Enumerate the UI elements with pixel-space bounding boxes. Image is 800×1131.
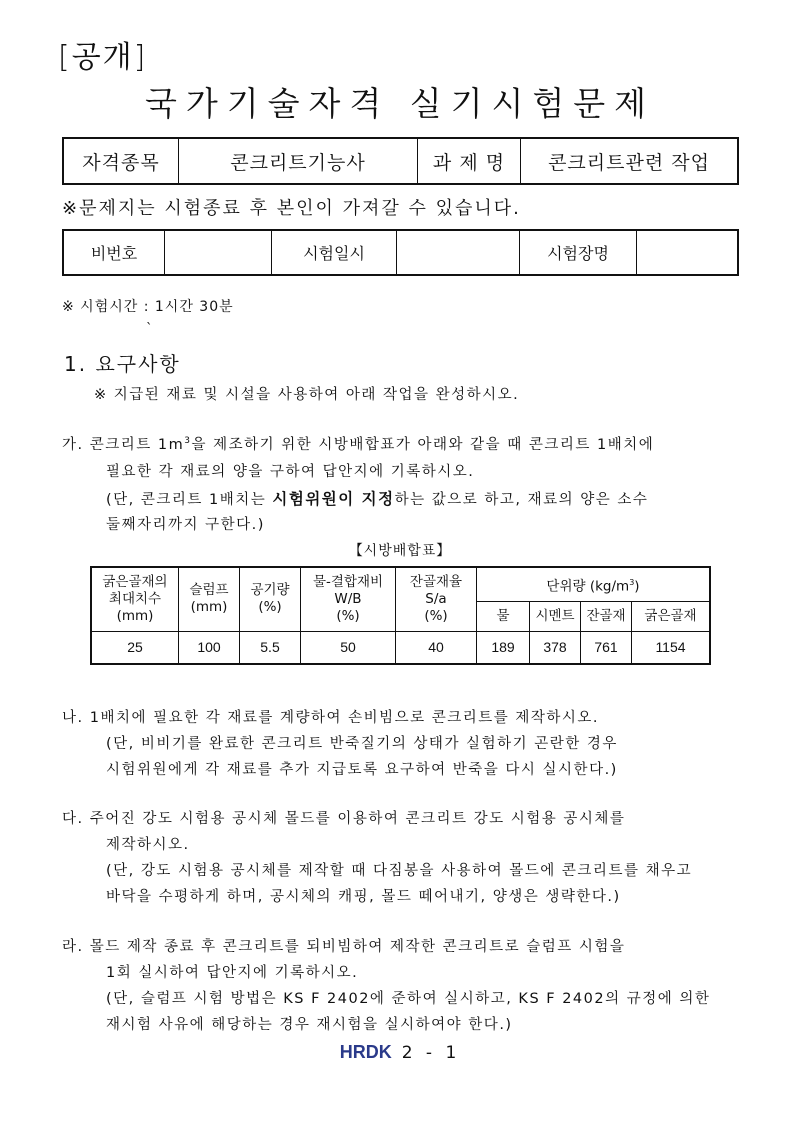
item-ga-emphasis: 시험위원이 지정 xyxy=(272,490,395,508)
stray-mark: ˋ xyxy=(146,322,153,337)
hrdk-logo: HRDK xyxy=(339,1042,392,1062)
mix-value-wb: 50 xyxy=(301,631,396,664)
secret-number-label: 비번호 xyxy=(63,230,165,275)
item-ga-line-2: 필요한 각 재료의 양을 구하여 답안지에 기록하시오. xyxy=(106,464,475,480)
mix-value-slump: 100 xyxy=(179,631,240,664)
mix-header-unit xyxy=(477,567,711,601)
mix-table-title: 【시방배합표】 xyxy=(348,543,452,559)
mix-value-cement: 378 xyxy=(530,631,581,664)
qualification-label: 자격종목 xyxy=(63,138,179,184)
item-na-line-3: 시험위원에게 각 재료를 추가 지급토록 요구하여 반죽을 다시 실시한다.) xyxy=(106,762,618,778)
candidate-id-table xyxy=(62,229,739,276)
mix-header-slump-1: 슬럼프 xyxy=(189,582,229,599)
item-da-line-2: 제작하시오. xyxy=(106,837,190,853)
item-da-line-1: 다. 주어진 강도 시험용 공시체 몰드를 이용하여 콘크리트 강도 시험용 공시체를 xyxy=(62,811,626,827)
exam-date-field xyxy=(397,230,520,275)
mix-header-wb-2: W/B xyxy=(334,590,362,607)
mix-value-gmax: 25 xyxy=(91,631,179,664)
notice-text: ※문제지는 시험종료 후 본인이 가져갈 수 있습니다. xyxy=(62,198,521,219)
item-ga-line-3-a: (단, 콘크리트 1배치는 xyxy=(106,492,273,508)
section-heading: 1. 요구사항 xyxy=(64,352,181,376)
mix-header-wb-3: (%) xyxy=(336,607,360,624)
mix-header-wb xyxy=(301,567,396,631)
mix-value-sa: 40 xyxy=(396,631,477,664)
mix-header-sa xyxy=(396,567,477,631)
item-ga-line-1-b: 을 제조하기 위한 시방배합표가 아래와 같을 때 콘크리트 1배치에 xyxy=(191,437,655,453)
item-ga-line-3-c: 하는 값으로 하고, 재료의 양은 소수 xyxy=(394,492,649,508)
exam-place-label: 시험장명 xyxy=(520,230,637,275)
mix-header-unit-b: ) xyxy=(634,578,640,594)
mix-header-slump xyxy=(179,567,240,631)
item-da-line-3: (단, 강도 시험용 공시체를 제작할 때 다짐봉을 사용하여 몰드에 콘크리트를 채우고 xyxy=(106,863,693,879)
mix-header-air-2: (%) xyxy=(258,599,282,616)
item-ga-line-1-a: 가. 콘크리트 1m xyxy=(62,437,185,453)
task-label: 과 제 명 xyxy=(418,138,521,184)
item-ra-line-1: 라. 몰드 제작 종료 후 콘크리트를 되비빔하여 제작한 콘크리트로 슬럼프 시험을 xyxy=(62,939,626,955)
exam-date-label: 시험일시 xyxy=(272,230,397,275)
mix-header-gmax-2: 최대치수 xyxy=(108,590,162,607)
mix-value-air: 5.5 xyxy=(240,631,301,664)
mix-header-cement: 시멘트 xyxy=(530,601,581,631)
mix-header-gmax-1: 굵은골재의 xyxy=(102,573,168,590)
mix-header-coarse: 굵은골재 xyxy=(632,601,711,631)
item-ra-line-4: 재시험 사유에 해당하는 경우 재시험을 실시하여야 한다.) xyxy=(106,1017,513,1033)
mix-header-wb-1: 물-결합재비 xyxy=(312,573,384,590)
mix-value-coarse: 1154 xyxy=(632,631,711,664)
mix-header-sa-3: (%) xyxy=(424,607,448,624)
item-ra-line-2: 1회 실시하여 답안지에 기록하시오. xyxy=(106,965,359,981)
section-intro: ※ 지급된 재료 및 시설을 사용하여 아래 작업을 완성하시오. xyxy=(94,387,520,403)
item-ra-line-3: (단, 슬럼프 시험 방법은 KS F 2402에 준하여 실시하고, KS F 2402의 규정에 의한 xyxy=(106,991,711,1007)
mix-value-fine: 761 xyxy=(581,631,632,664)
exam-time: ※ 시험시간 : 1시간 30분 xyxy=(62,299,234,315)
mix-header-gmax xyxy=(91,567,179,631)
item-da-line-4: 바닥을 수평하게 하며, 공시체의 캐핑, 몰드 떼어내기, 양생은 생략한다.) xyxy=(106,889,621,905)
item-ga-line-4: 둘째자리까지 구한다.) xyxy=(106,517,265,533)
mix-value-water: 189 xyxy=(477,631,530,664)
cubic-superscript: 3 xyxy=(184,436,192,447)
mix-header-fine: 잔골재 xyxy=(581,601,632,631)
mix-header-slump-2: (mm) xyxy=(190,599,228,616)
public-tag: [공개] xyxy=(58,40,148,75)
page-title: 국가기술자격 실기시험문제 xyxy=(144,84,656,123)
mix-header-unit-sup: 3 xyxy=(629,577,635,587)
page-number: 2 - 1 xyxy=(401,1043,461,1063)
qualification-value: 콘크리트기능사 xyxy=(179,138,418,184)
page-footer xyxy=(0,1042,800,1063)
mix-header-gmax-3: (mm) xyxy=(116,607,154,624)
item-ga-line-1 xyxy=(62,433,654,454)
qualification-table xyxy=(62,137,739,185)
mix-header-air-1: 공기량 xyxy=(250,582,290,599)
mix-header-sa-1: 잔골재율 xyxy=(409,573,463,590)
mix-header-air xyxy=(240,567,301,631)
secret-number-field xyxy=(165,230,272,275)
task-value: 콘크리트관련 작업 xyxy=(521,138,739,184)
mix-table xyxy=(90,566,711,665)
mix-header-water: 물 xyxy=(477,601,530,631)
mix-header-unit-a: 단위량 (kg/m xyxy=(546,578,630,594)
mix-header-sa-2: S/a xyxy=(425,590,447,607)
item-na-line-2: (단, 비비기를 완료한 콘크리트 반죽질기의 상태가 실험하기 곤란한 경우 xyxy=(106,736,618,752)
item-na-line-1: 나. 1배치에 필요한 각 재료를 계량하여 손비빔으로 콘크리트를 제작하시오. xyxy=(62,710,600,726)
item-ga-line-3 xyxy=(106,487,648,509)
exam-place-field xyxy=(637,230,739,275)
